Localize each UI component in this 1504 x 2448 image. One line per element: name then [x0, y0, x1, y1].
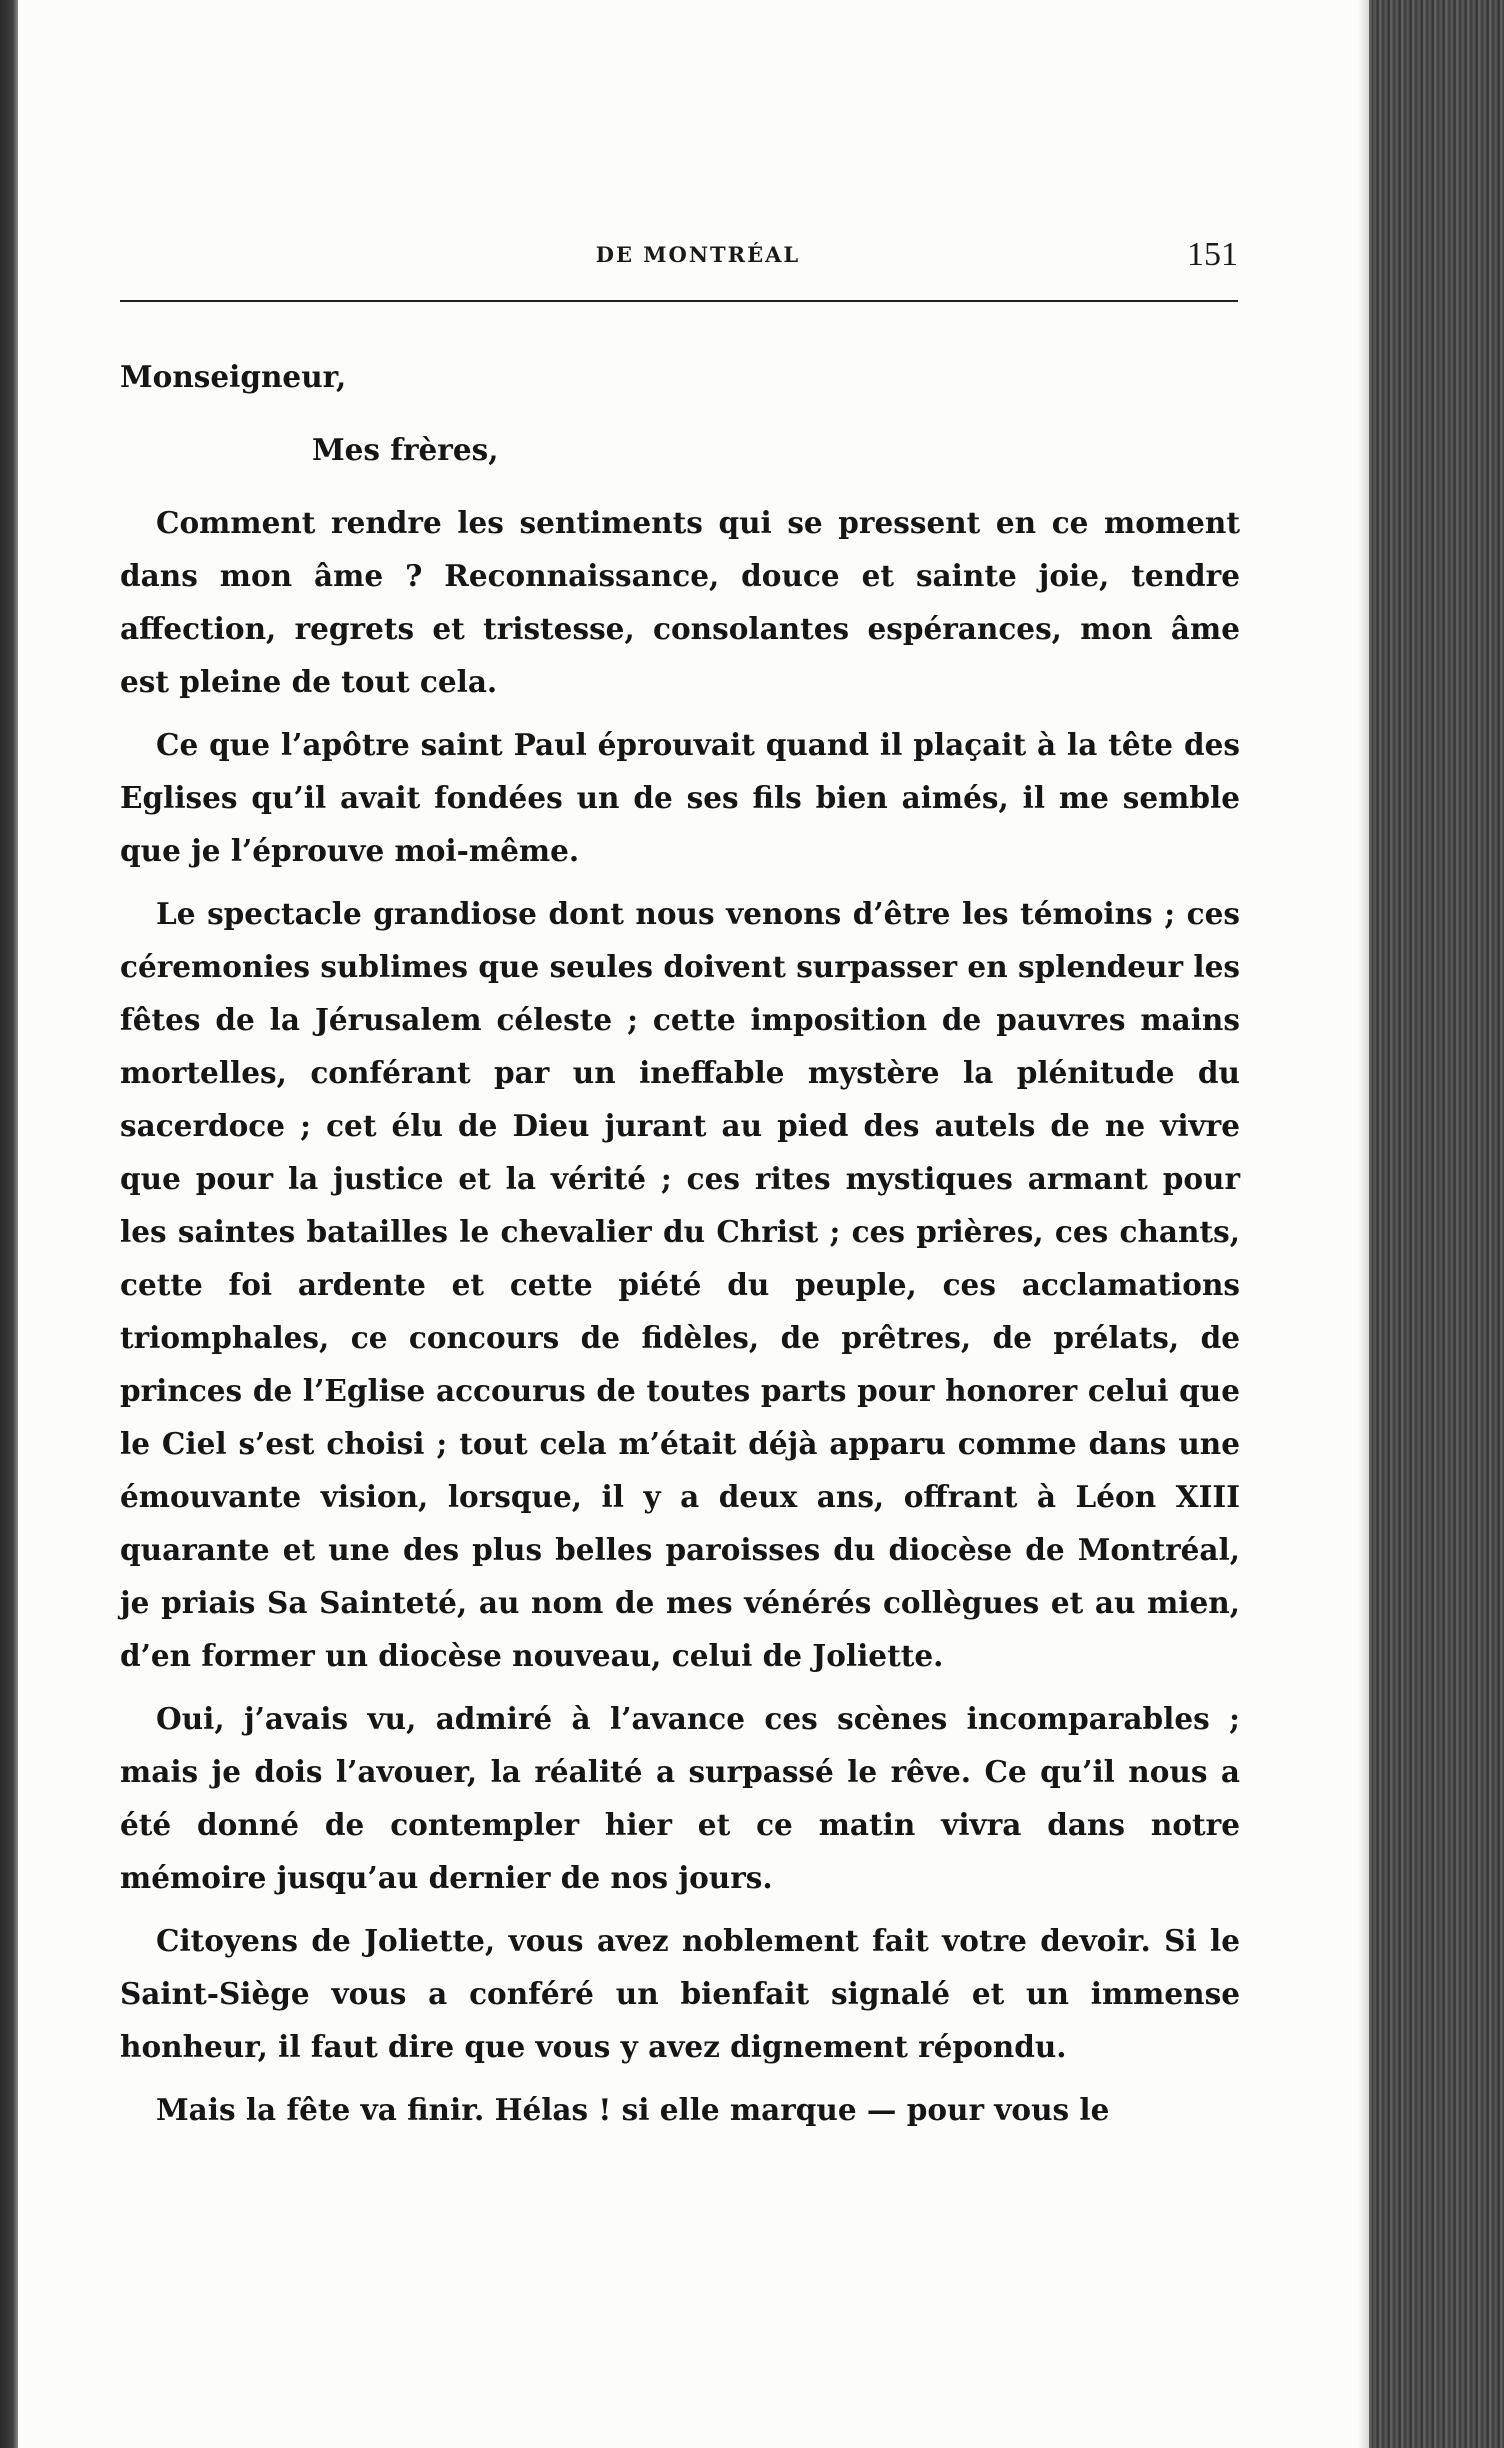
paragraph: Mais la fête va finir. Hélas ! si elle marque — pour vous le [156, 2092, 1110, 2127]
running-title: DE MONTRÉAL [595, 242, 801, 267]
header-rule [120, 300, 1238, 302]
left-binding-edge [0, 0, 18, 2448]
body-text [120, 350, 1240, 2146]
paragraph: Ce que l’apôtre saint Paul éprouvait quand il plaçait à la tête des Eglises qu’il avait fondées un de ses fils bien aimés, il me semble que je l’éprouve moi-même. [120, 727, 1240, 868]
paragraph: Citoyens de Joliette, vous avez noblement fait votre devoir. Si le Saint-Siège vous a conféré un bienfait signalé et un immense honheur, il faut dire que vous y avez dignement répondu. [120, 1923, 1240, 2064]
page-stack-edge [1369, 0, 1504, 2448]
book-page [18, 0, 1372, 2448]
salutation-secondary: Mes frères, [312, 432, 499, 467]
paragraph: Comment rendre les sentiments qui se pressent en ce moment dans mon âme ? Reconnaissance, douce et sainte joie, tendre affection, regrets et tristesse, consolantes espérances, mon âme est pleine de tout cela. [120, 505, 1240, 699]
paragraph: Le spectacle grandiose dont nous venons d’être les témoins ; ces céremonies sublimes que seules doivent surpasser en splendeur les fêtes de la Jérusalem céleste ; cette imposition de pauvres mains mortelles, conférant par un ineffable mystère la plénitude du sacerdoce ; cet élu de Dieu jurant au pied des autels de ne vivre que pour la justice et la vérité ; ces rites mystiques armant pour les saintes batailles le chevalier du Christ ; ces prières, ces chants, cette foi ardente et cette piété du peuple, ces acclamations triomphales, ce concours de fidèles, de prêtres, de prélats, de princes de l’Eglise accourus de toutes parts pour honorer celui que le Ciel s’est choisi ; tout cela m’était déjà apparu comme dans une émouvante vision, lorsque, il y a deux ans, offrant à Léon XIII quarante et une des plus belles paroisses du diocèse de Montréal, je priais Sa Sainteté, au nom de mes vénérés collègues et au mien, d’en former un diocèse nouveau, celui de Joliette. [120, 896, 1240, 1673]
paragraph: Oui, j’avais vu, admiré à l’avance ces scènes incomparables ; mais je dois l’avouer, la réalité a surpassé le rêve. Ce qu’il nous a été donné de contempler hier et ce matin vivra dans notre mémoire jusqu’au dernier de nos jours. [120, 1701, 1240, 1895]
page-number: 151 [1187, 236, 1238, 273]
running-head [118, 236, 1238, 276]
salutation: Monseigneur, [120, 359, 347, 394]
